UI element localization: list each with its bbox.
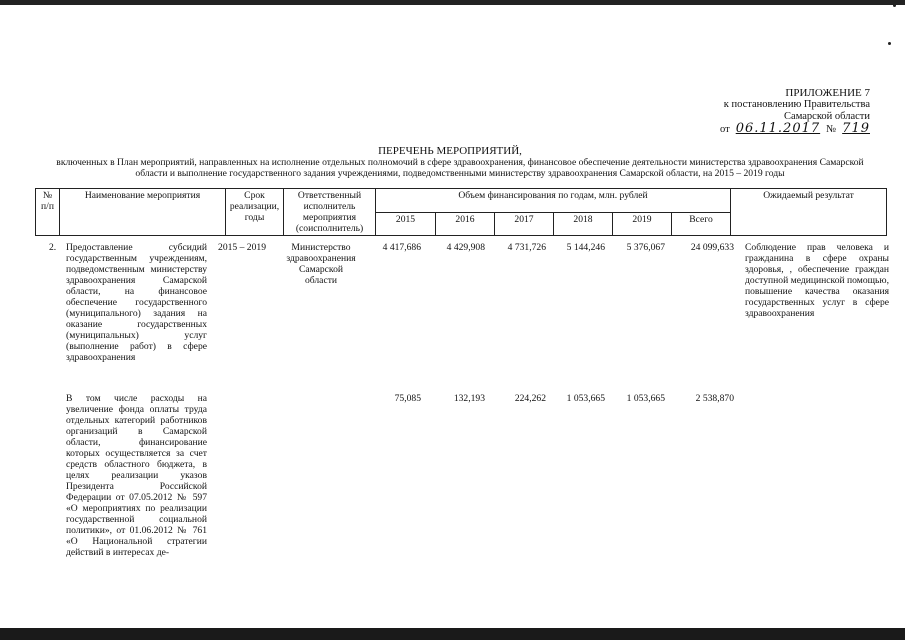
header-result: Ожидаемый результат xyxy=(731,189,887,236)
value-2017: 224,262 xyxy=(514,393,546,404)
value-2019: 1 053,665 xyxy=(626,393,665,404)
document-title: ПЕРЕЧЕНЬ МЕРОПРИЯТИЙ, xyxy=(378,145,522,157)
scan-speck xyxy=(893,4,896,7)
scan-speck xyxy=(888,42,891,45)
value-2015: 4 417,686 xyxy=(382,242,421,253)
appendix-line-1: к постановлению Правительства xyxy=(723,99,870,110)
header-year-2015: 2015 xyxy=(376,212,436,236)
value-total: 2 538,870 xyxy=(695,393,734,404)
header-year-2018: 2018 xyxy=(554,212,613,236)
header-total: Всего xyxy=(672,212,731,236)
header-executor: Ответственный исполнитель мероприятия (соисполнитель) xyxy=(284,189,376,236)
row-num: 2. xyxy=(49,242,57,253)
value-total: 24 099,633 xyxy=(690,242,734,253)
header-year-2017: 2017 xyxy=(495,212,554,236)
scan-edge-top xyxy=(0,0,905,5)
value-2015: 75,085 xyxy=(394,393,421,404)
header-year-2016: 2016 xyxy=(436,212,495,236)
header-name: Наименование мероприятия xyxy=(60,189,226,236)
handwritten-number: 719 xyxy=(842,121,870,136)
value-2017: 4 731,726 xyxy=(507,242,546,253)
header-year-2019: 2019 xyxy=(613,212,672,236)
row-term: 2015 – 2019 xyxy=(218,242,266,253)
row-name: Предоставление субсидий государственным учреждениям, подведомственным министерству здравоохранения Самарской области, на финансовое обеспечение государственного (муниципального) задания на оказание государственных (муниципальных) услуг (выполнение работ) в сфере здравоохранения xyxy=(66,242,207,363)
table-header xyxy=(35,188,887,236)
header-num: № п/п xyxy=(36,189,60,236)
document-subtitle: включенных в План мероприятий, направленных на исполнение отдельных полномочий в сфере здравоохранения, финансовое обеспечение деятельности министерства здравоохранения Самарской области и выполнение государственного задания учреждениями, подведомственными министерству здравоохранения Самарской области, на 2015 – 2019 годы xyxy=(56,157,864,179)
appendix-block xyxy=(700,87,870,136)
handwritten-date: 06.11.2017 xyxy=(735,121,821,136)
value-2018: 5 144,246 xyxy=(566,242,605,253)
date-prefix: от xyxy=(720,124,730,135)
appendix-title: ПРИЛОЖЕНИЕ 7 xyxy=(785,87,870,99)
row-result: Соблюдение прав человека и гражданина в сфере охраны здоровья, , обеспечение граждан доступной медицинской помощью, повышение качества оказания государственных услуг в сфере здравоохранения xyxy=(745,242,889,319)
appendix-date-line xyxy=(700,123,870,136)
scan-edge-bottom xyxy=(0,628,905,640)
value-2018: 1 053,665 xyxy=(566,393,605,404)
value-2016: 4 429,908 xyxy=(446,242,485,253)
header-funding: Объем финансирования по годам, млн. рублей xyxy=(376,189,731,213)
value-2019: 5 376,067 xyxy=(626,242,665,253)
appendix-line-2: Самарской области xyxy=(784,111,870,122)
number-prefix: № xyxy=(826,124,837,135)
row-name: В том числе расходы на увеличение фонда оплаты труда отдельных категорий работников организаций в Самарской области, финансирование которых осуществляется за счет средств областного бюджета, в целях реализации указов Президента Российской Федерации от 07.05.2012 № 597 «О мероприятиях по реализации государственной социальной политики», от 01.06.2012 № 761 «О Национальной стратегии действий в интересах де- xyxy=(66,393,207,558)
row-executor: Министерство здравоохранения Самарской области xyxy=(286,242,356,286)
header-term: Срок реализации, годы xyxy=(226,189,284,236)
value-2016: 132,193 xyxy=(453,393,485,404)
